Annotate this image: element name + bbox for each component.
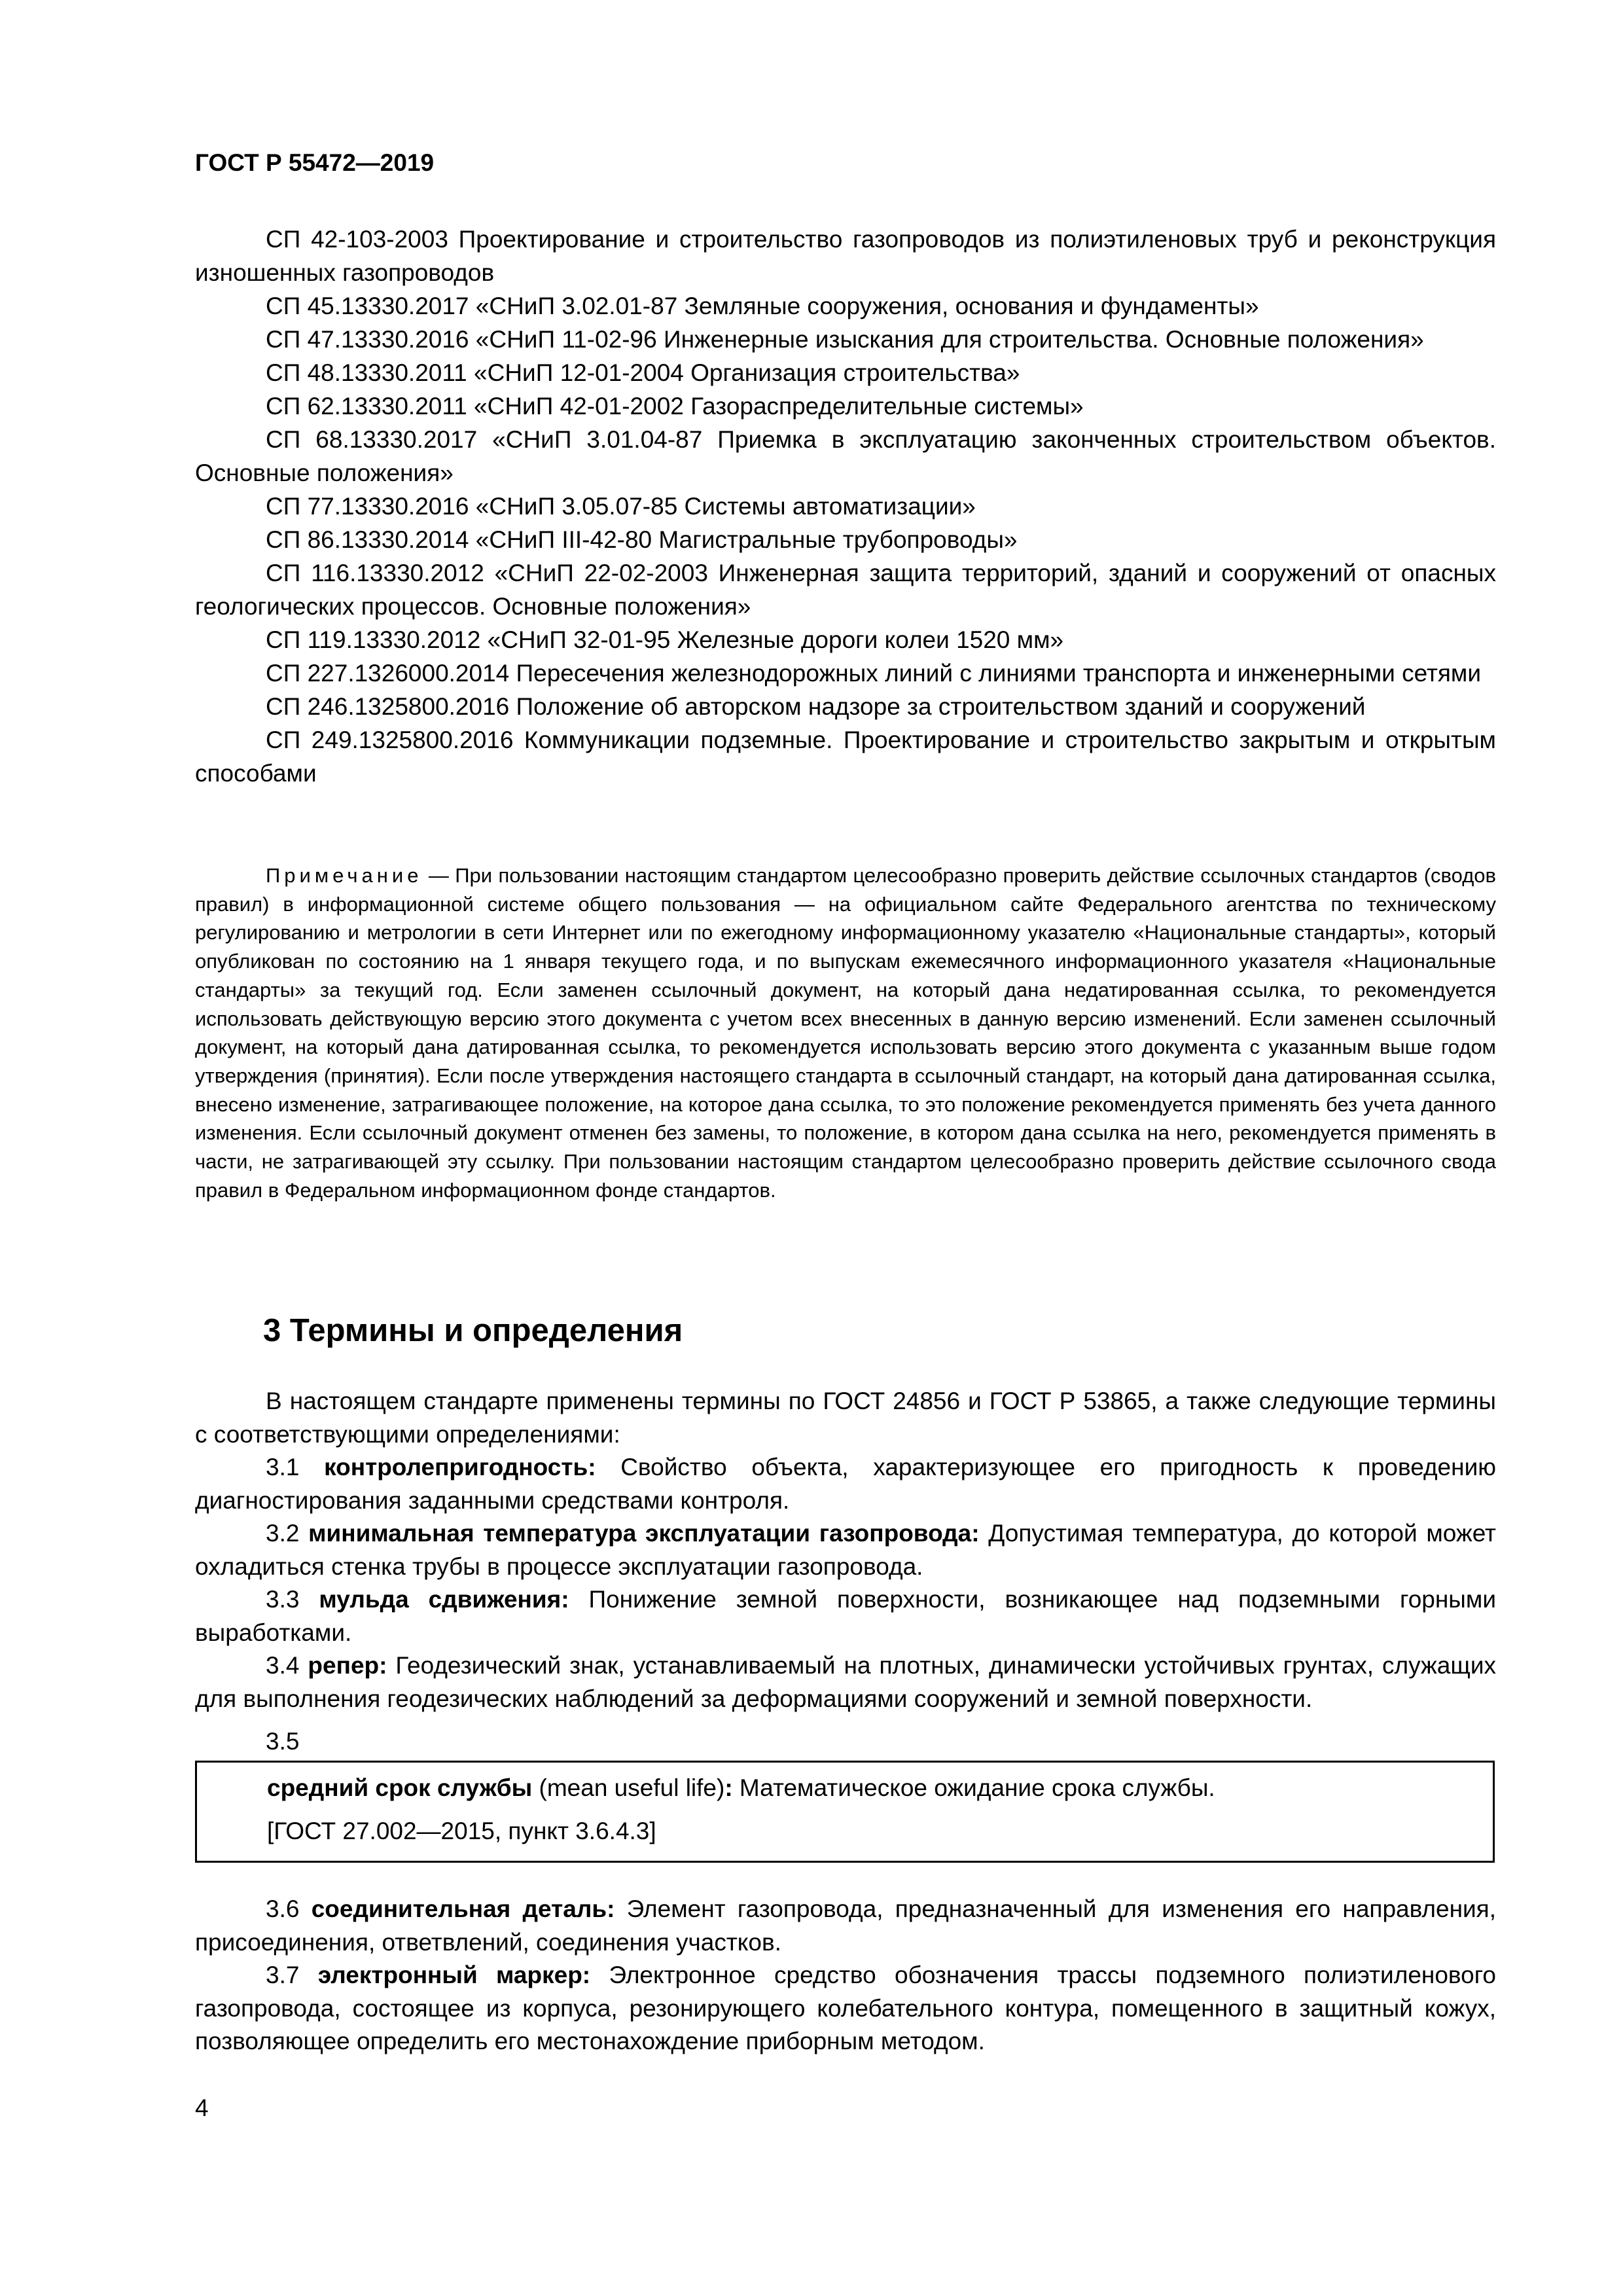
term-item: 3.4 репер: Геодезический знак, устанавливаемый на плотных, динамически устойчивых грунтах, служащих для выполнения геодезических наблюдений за деформациями сооружений и земной поверхности. [195, 1652, 1496, 1712]
term-definition: Геодезический знак, устанавливаемый на плотных, динамически устойчивых грунтах, служащих для выполнения геодезических наблюдений за деформациями сооружений и земной поверхности. [195, 1652, 1496, 1712]
term-name: минимальная температура эксплуатации газопровода: [308, 1520, 980, 1547]
term-definition: Свойство объекта, характеризующее его пригодность к проведению диагностирования заданными средствами контроля. [195, 1454, 1496, 1514]
term-definition: Электронное средство обозначения трассы подземного полиэтиленового газопровода, состоящее из корпуса, резонирующего колебательного контура, помещенного в защитный кожух, позволяющее определить его местонахождение приборным методом. [195, 1962, 1496, 2054]
term-name: контролепригодность: [324, 1454, 596, 1480]
terms-list [195, 1385, 1496, 1715]
quoted-term-line: средний срок службы (mean useful life): Математическое ожидание срока службы. [267, 1774, 1215, 1801]
term-item: 3.7 электронный маркер: Электронное средство обозначения трассы подземного полиэтиленового газопровода, состоящее из корпуса, резонирующего колебательного контура, помещенного в защитный кожух, позволяющее определить его местонахождение приборным методом. [195, 1962, 1496, 2054]
term-number-3-5: 3.5 [266, 1728, 300, 1755]
reference-item: СП 116.13330.2012 «СНиП 22-02-2003 Инженерная защита территорий, зданий и сооружений от опасных геологических процессов. Основные положения» [195, 560, 1496, 620]
term-source: [ГОСТ 27.002—2015, пункт 3.6.4.3] [267, 1818, 656, 1844]
note-label: Примечание [266, 864, 423, 887]
reference-item: СП 42-103-2003 Проектирование и строительство газопроводов из полиэтиленовых труб и реконструкция изношенных газопроводов [195, 226, 1496, 286]
reference-item: СП 86.13330.2014 «СНиП III-42-80 Магистральные трубопроводы» [266, 526, 1018, 553]
term-definition: Математическое ожидание срока службы. [732, 1774, 1215, 1801]
term-name: электронный маркер: [317, 1962, 591, 1988]
term-definition: Понижение земной поверхности, возникающее над подземными горными выработками. [195, 1586, 1496, 1646]
term-item: 3.2 минимальная температура эксплуатации газопровода: Допустимая температура, до которой может охладиться стенка трубы в процессе эксплуатации газопровода. [195, 1520, 1496, 1580]
term-item: 3.6 соединительная деталь: Элемент газопровода, предназначенный для изменения его направления, присоединения, ответвлений, соединения участков. [195, 1895, 1497, 1956]
section-title: 3 Термины и определения [263, 1313, 683, 1348]
normative-references-list [195, 223, 1496, 790]
reference-item: СП 119.13330.2012 «СНиП 32-01-95 Железные дороги колеи 1520 мм» [266, 626, 1064, 653]
term-english: (mean useful life) [532, 1774, 725, 1801]
reference-item: СП 68.13330.2017 «СНиП 3.01.04-87 Приемка в эксплуатацию законченных строительством объектов. Основные положения» [195, 426, 1496, 486]
document-header: ГОСТ Р 55472—2019 [195, 149, 435, 176]
term-name: мульда сдвижения: [319, 1586, 569, 1613]
term-definition: Допустимая температура, до которой может охладиться стенка трубы в процессе эксплуатации газопровода. [195, 1520, 1496, 1580]
reference-item: СП 77.13330.2016 «СНиП 3.05.07-85 Системы автоматизации» [266, 493, 976, 520]
reference-item: СП 246.1325800.2016 Положение об авторском надзоре за строительством зданий и сооружений [266, 693, 1366, 720]
note-text: — При пользовании настоящим стандартом целесообразно проверить действие ссылочных стандартов (сводов правил) в информационной системе общего пользования — на официальном сайте Федерального агентства по техническому регулированию и метрологии в сети Интернет или по ежегодному информационному указателю «Национальные стандарты», который опубликован по состоянию на 1 января текущего года, и по выпускам ежемесячного информационного указателя «Национальные стандарты» за текущий год. Если заменен ссылочный документ, на который дана недатированная ссылка, то рекомендуется использовать действующую версию этого документа с учетом всех внесенных в данную версию изменений. Если заменен ссылочный документ, на который дана датированная ссылка, то рекомендуется использовать версию этого документа с указанным выше годом утверждения (принятия). Если после утверждения настоящего стандарта в ссылочный стандарт, на который дана датированная ссылка, внесено изменение, затрагивающее положение, на которое дана ссылка, то это положение рекомендуется применять без учета данного изменения. Если ссылочный документ отменен без замены, то положение, в котором дана ссылка на него, рекомендуется применять в части, не затрагивающей эту ссылку. При пользовании настоящим стандартом целесообразно проверить действие ссылочного свода правил в Федеральном информационном фонде стандартов. [195, 864, 1496, 1202]
term-item: 3.1 контролепригодность: Свойство объекта, характеризующее его пригодность к проведению диагностирования заданными средствами контроля. [195, 1454, 1496, 1514]
reference-item: СП 62.13330.2011 «СНиП 42-01-2002 Газораспределительные системы» [266, 393, 1084, 420]
term-item: 3.3 мульда сдвижения: Понижение земной поверхности, возникающее над подземными горными выработками. [195, 1586, 1496, 1646]
term-definition: Элемент газопровода, предназначенный для изменения его направления, присоединения, ответвлений, соединения участков. [195, 1895, 1497, 1956]
note-paragraph [195, 861, 1496, 1204]
quoted-term-box [195, 1761, 1495, 1863]
page-number: 4 [195, 2094, 209, 2121]
reference-item: СП 47.13330.2016 «СНиП 11-02-96 Инженерные изыскания для строительства. Основные положения» [266, 326, 1424, 353]
term-name: репер: [308, 1652, 387, 1679]
reference-item: СП 48.13330.2011 «СНиП 12-01-2004 Организация строительства» [266, 359, 1020, 386]
term-name: соединительная деталь: [311, 1895, 615, 1922]
reference-item: СП 249.1325800.2016 Коммуникации подземные. Проектирование и строительство закрытым и открытым способами [195, 726, 1496, 787]
terms-intro: В настоящем стандарте применены термины по ГОСТ 24856 и ГОСТ Р 53865, а также следующие термины с соответствующими определениями: [195, 1388, 1496, 1448]
term-name: средний срок службы [267, 1774, 533, 1801]
reference-item: СП 45.13330.2017 «СНиП 3.02.01-87 Земляные сооружения, основания и фундаменты» [266, 293, 1259, 319]
terms-list-continued [195, 1893, 1496, 2058]
reference-item: СП 227.1326000.2014 Пересечения железнодорожных линий с линиями транспорта и инженерными сетями [266, 660, 1482, 687]
